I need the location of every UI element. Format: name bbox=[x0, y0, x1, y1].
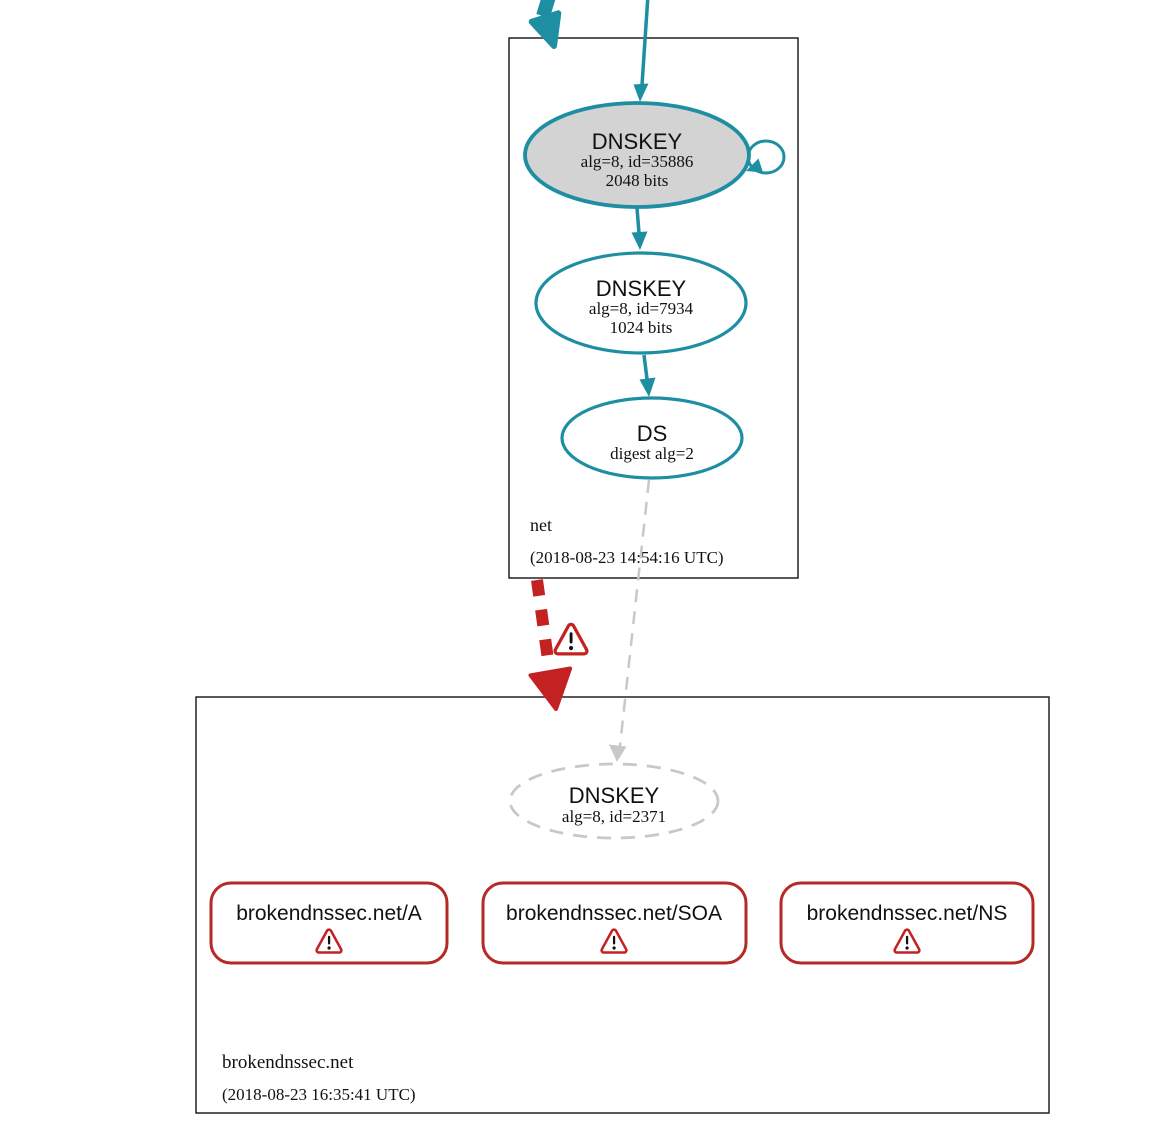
node-rrset-ns[interactable] bbox=[781, 883, 1033, 963]
zone-brokendnssec-timestamp: (2018-08-23 16:35:41 UTC) bbox=[222, 1085, 416, 1104]
warning-icon bbox=[555, 624, 587, 654]
node-bits: 1024 bits bbox=[609, 318, 673, 337]
node-dnskey-broken[interactable] bbox=[510, 764, 718, 838]
zone-brokendnssec-name: brokendnssec.net bbox=[222, 1052, 354, 1073]
zone-net-timestamp: (2018-08-23 14:54:16 UTC) bbox=[530, 548, 724, 567]
node-dnskey-ksk[interactable] bbox=[525, 103, 749, 207]
rrset-label: brokendnssec.net/A bbox=[236, 902, 422, 925]
node-ds[interactable] bbox=[562, 398, 742, 478]
rrset-label: brokendnssec.net/NS bbox=[806, 902, 1008, 925]
node-detail: alg=8, id=7934 bbox=[588, 299, 694, 318]
node-title: DNSKEY bbox=[568, 783, 660, 808]
node-detail: digest alg=2 bbox=[610, 444, 694, 463]
node-rrset-a[interactable] bbox=[211, 883, 447, 963]
node-detail: alg=8, id=2371 bbox=[561, 807, 667, 826]
node-detail: alg=8, id=35886 bbox=[580, 152, 694, 171]
rrset-label: brokendnssec.net/SOA bbox=[506, 902, 722, 925]
zone-net-name: net bbox=[530, 515, 552, 535]
node-rrset-soa[interactable] bbox=[483, 883, 746, 963]
node-dnskey-zsk[interactable] bbox=[536, 253, 746, 353]
node-title: DNSKEY bbox=[595, 276, 687, 301]
node-title: DS bbox=[636, 421, 668, 446]
node-title: DNSKEY bbox=[591, 129, 683, 154]
node-bits: 2048 bits bbox=[605, 171, 669, 190]
